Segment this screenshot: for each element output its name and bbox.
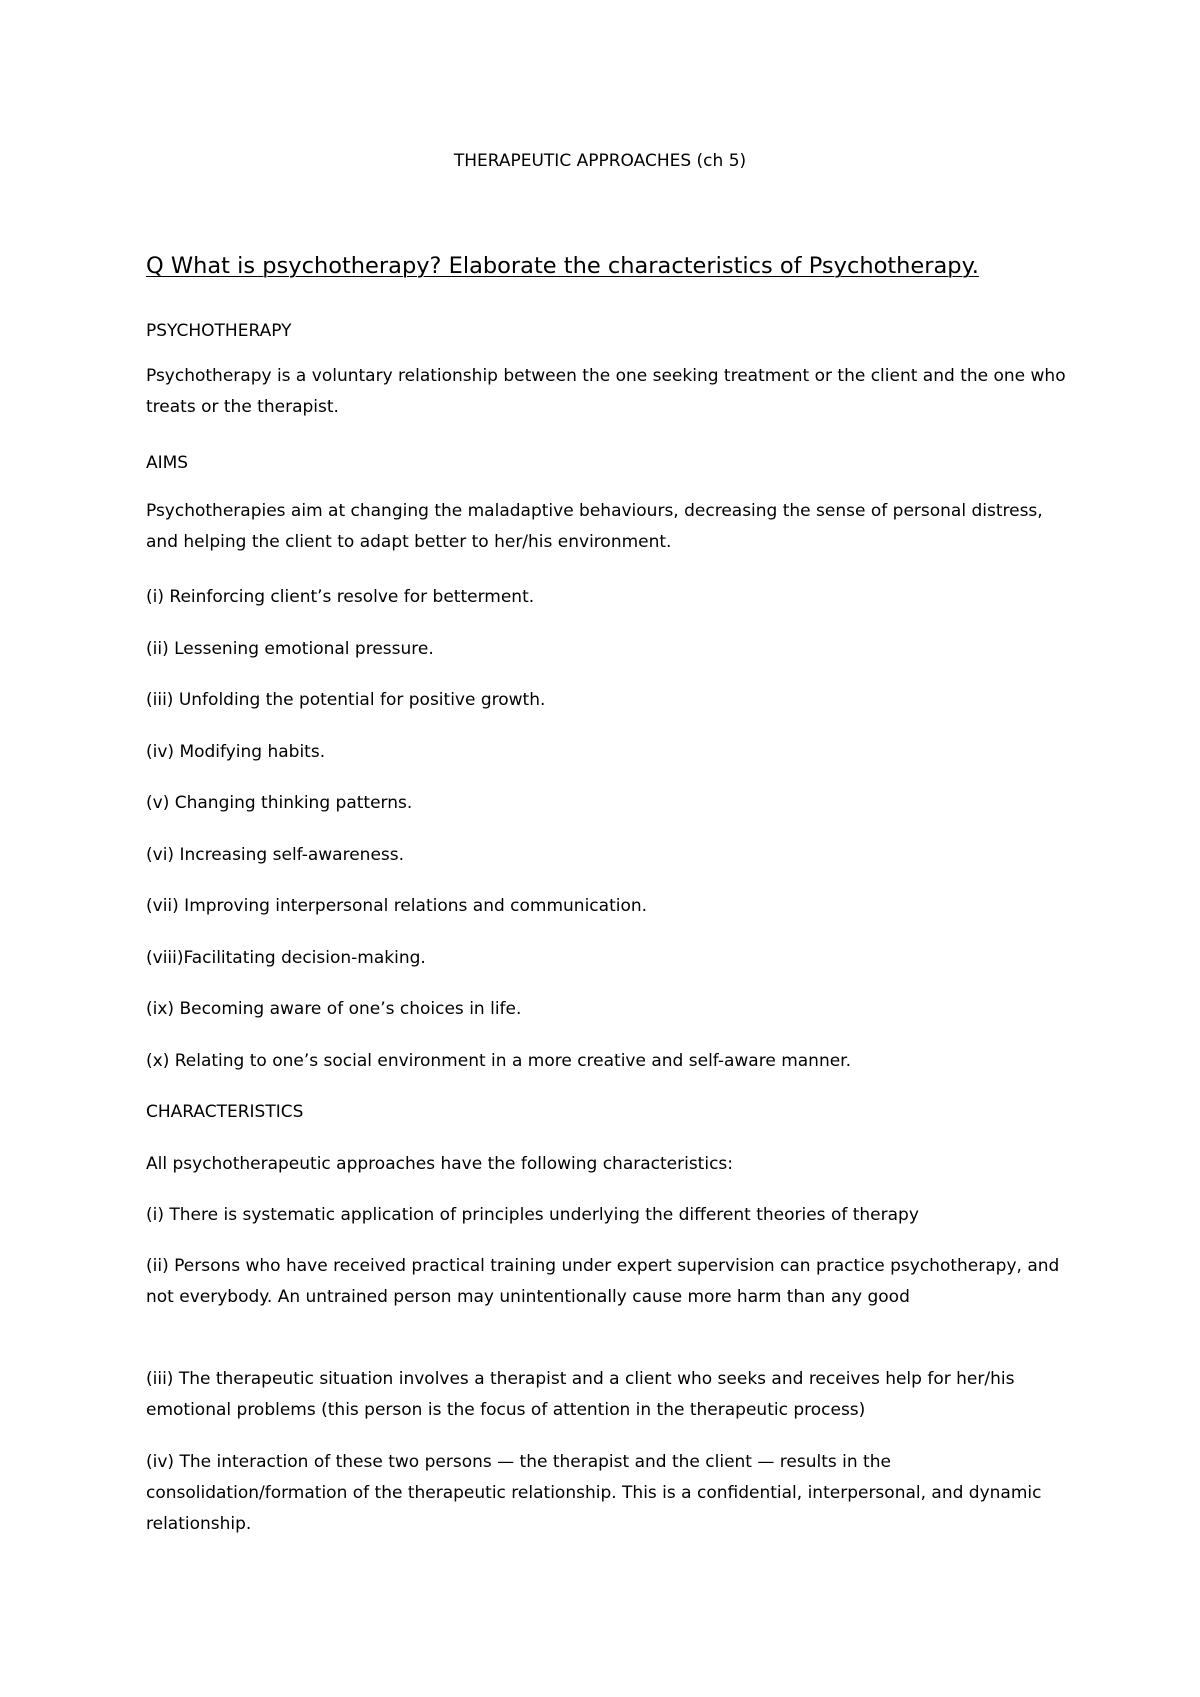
question-heading: Q What is psychotherapy? Elaborate the characteristics of Psychotherapy. (146, 253, 979, 279)
characteristic-item: (iv) The interaction of these two persons — the therapist and the client — results in the consolidation/formation of the therapeutic relationship. This is a confidential, interpersonal, and dynamic relationship. (146, 1452, 1042, 1534)
aim-item: (i) Reinforcing client’s resolve for betterment. (146, 587, 535, 607)
aim-item: (iii) Unfolding the potential for positive growth. (146, 690, 546, 710)
aim-item: (vii) Improving interpersonal relations and communication. (146, 896, 648, 916)
aim-item: (viii)Facilitating decision-making. (146, 948, 426, 968)
aim-item: (vi) Increasing self-awareness. (146, 845, 405, 865)
aim-item: (ix) Becoming aware of one’s choices in life. (146, 999, 522, 1019)
psychotherapy-definition: Psychotherapy is a voluntary relationship between the one seeking treatment or the client and the one who treats or the therapist. (146, 366, 1066, 417)
aim-item: (v) Changing thinking patterns. (146, 793, 413, 813)
characteristics-intro: All psychotherapeutic approaches have the following characteristics: (146, 1154, 734, 1174)
section-heading-characteristics: CHARACTERISTICS (146, 1102, 304, 1122)
characteristic-item: (iii) The therapeutic situation involves a therapist and a client who seeks and receives help for her/his emotional problems (this person is the focus of attention in the therapeutic process) (146, 1369, 1015, 1420)
document-title: THERAPEUTIC APPROACHES (ch 5) (453, 151, 747, 171)
characteristic-item: (ii) Persons who have received practical training under expert supervision can practice psychotherapy, and not everybody. An untrained person may unintentionally cause more harm than any good (146, 1256, 1060, 1307)
aims-intro: Psychotherapies aim at changing the maladaptive behaviours, decreasing the sense of personal distress, and helping the client to adapt better to her/his environment. (146, 501, 1043, 552)
aim-item: (x) Relating to one’s social environment in a more creative and self-aware manner. (146, 1051, 852, 1071)
aim-item: (iv) Modifying habits. (146, 742, 326, 762)
aim-item: (ii) Lessening emotional pressure. (146, 639, 434, 659)
section-heading-psychotherapy: PSYCHOTHERAPY (146, 321, 292, 341)
characteristic-item: (i) There is systematic application of principles underlying the different theories of therapy (146, 1205, 919, 1225)
section-heading-aims: AIMS (146, 453, 189, 473)
